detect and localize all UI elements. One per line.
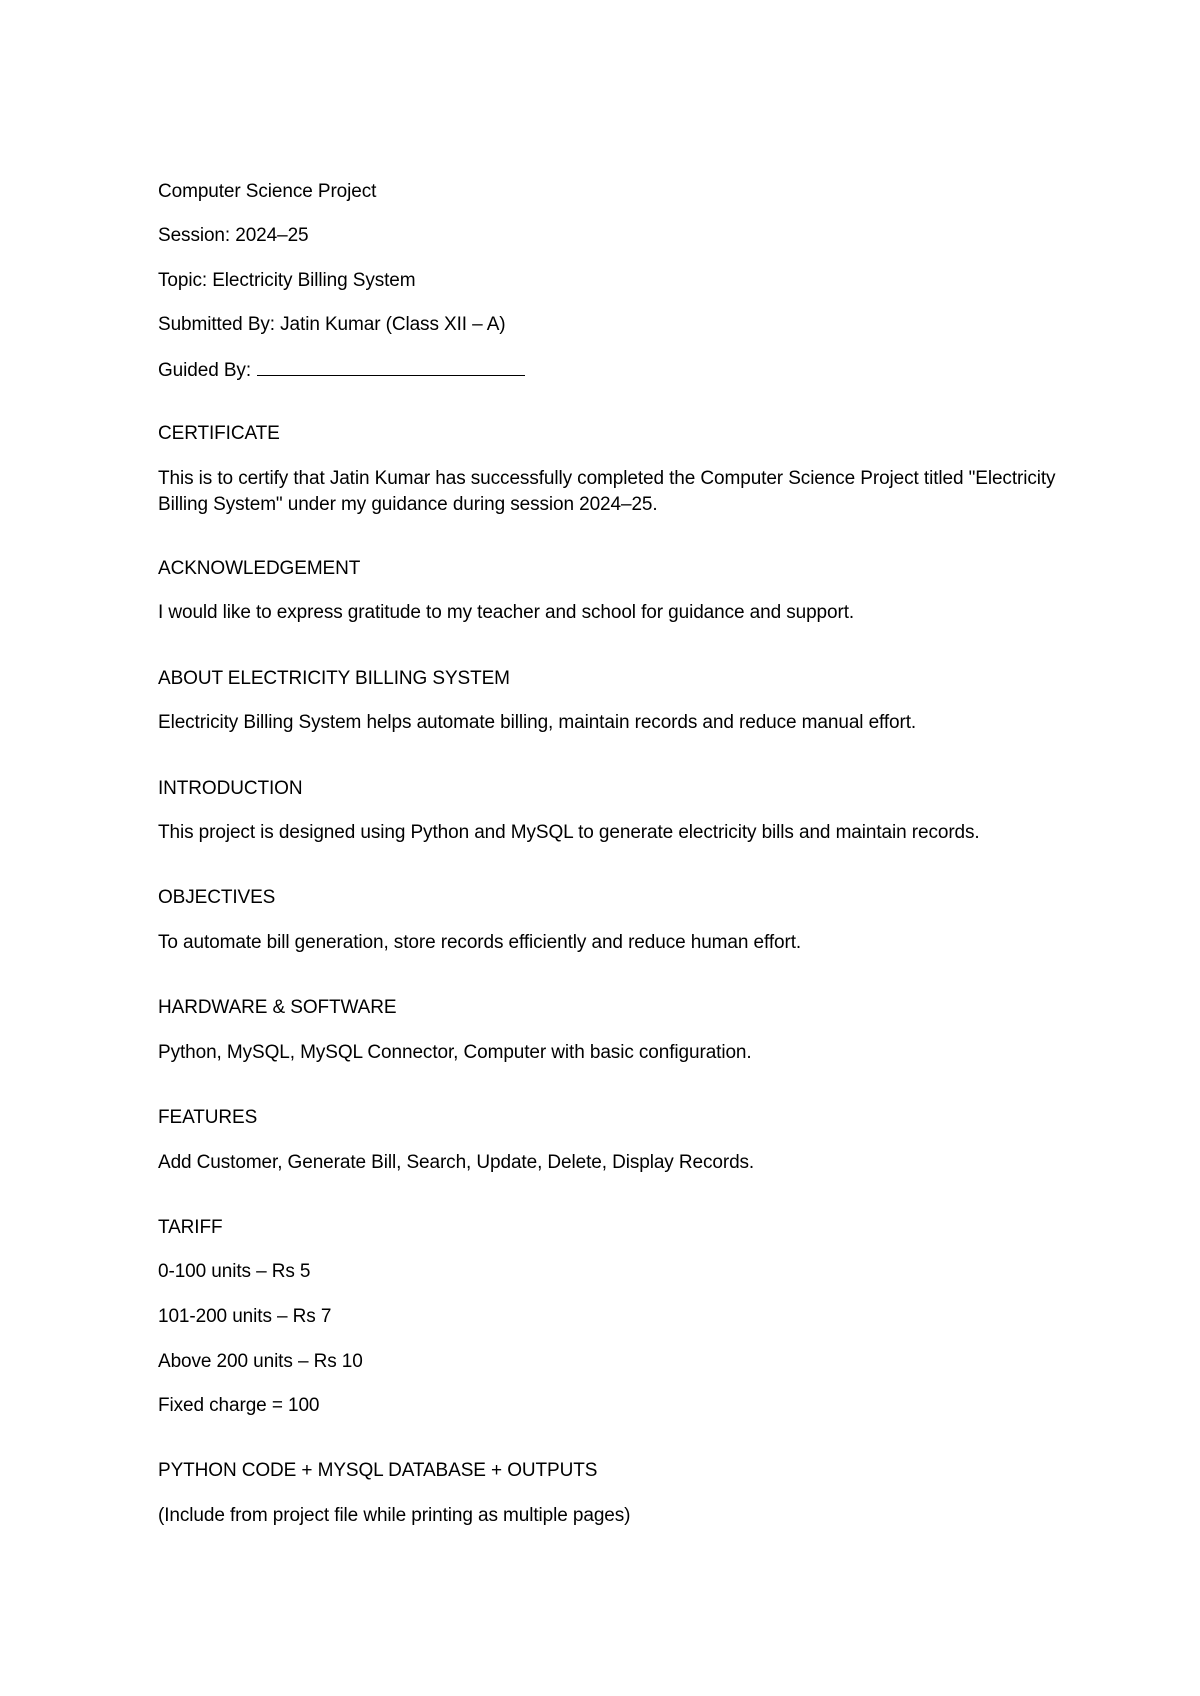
project-title: Computer Science Project xyxy=(158,181,377,202)
features-body: Add Customer, Generate Bill, Search, Update, Delete, Display Records. xyxy=(158,1152,755,1173)
objectives-body: To automate bill generation, store records efficiently and reduce human effort. xyxy=(158,932,802,953)
objectives-heading: OBJECTIVES xyxy=(158,887,276,908)
submitted-by-line: Submitted By: Jatin Kumar (Class XII – A) xyxy=(158,314,506,335)
tariff-rate: 101-200 units – Rs 7 xyxy=(158,1306,332,1327)
features-heading: FEATURES xyxy=(158,1107,258,1128)
about-body: Electricity Billing System helps automate billing, maintain records and reduce manual effort. xyxy=(158,712,917,733)
document-page xyxy=(158,0,1058,1696)
hardware-software-body: Python, MySQL, MySQL Connector, Computer with basic configuration. xyxy=(158,1042,752,1063)
certificate-body: This is to certify that Jatin Kumar has successfully completed the Computer Science Project titled "Electricity Billing System" under my guidance during session 2024–25. xyxy=(158,468,1056,515)
tariff-rate: 0-100 units – Rs 5 xyxy=(158,1261,311,1282)
tariff-fixed-charge: Fixed charge = 100 xyxy=(158,1395,320,1416)
acknowledgement-body: I would like to express gratitude to my teacher and school for guidance and support. xyxy=(158,602,855,623)
introduction-heading: INTRODUCTION xyxy=(158,778,303,799)
tariff-heading: TARIFF xyxy=(158,1217,223,1238)
guided-by-blank xyxy=(257,357,525,376)
guided-by-label: Guided By: xyxy=(158,360,251,381)
acknowledgement-heading: ACKNOWLEDGEMENT xyxy=(158,558,361,579)
hardware-software-heading: HARDWARE & SOFTWARE xyxy=(158,997,397,1018)
introduction-body: This project is designed using Python and MySQL to generate electricity bills and maintain records. xyxy=(158,822,980,843)
topic-line: Topic: Electricity Billing System xyxy=(158,270,416,291)
about-heading: ABOUT ELECTRICITY BILLING SYSTEM xyxy=(158,668,510,689)
tariff-rate: Above 200 units – Rs 10 xyxy=(158,1351,363,1372)
guided-by-line xyxy=(158,357,525,384)
code-section-note: (Include from project file while printing as multiple pages) xyxy=(158,1505,631,1526)
certificate-heading: CERTIFICATE xyxy=(158,423,280,444)
session-line: Session: 2024–25 xyxy=(158,225,309,246)
code-section-heading: PYTHON CODE + MYSQL DATABASE + OUTPUTS xyxy=(158,1460,598,1481)
